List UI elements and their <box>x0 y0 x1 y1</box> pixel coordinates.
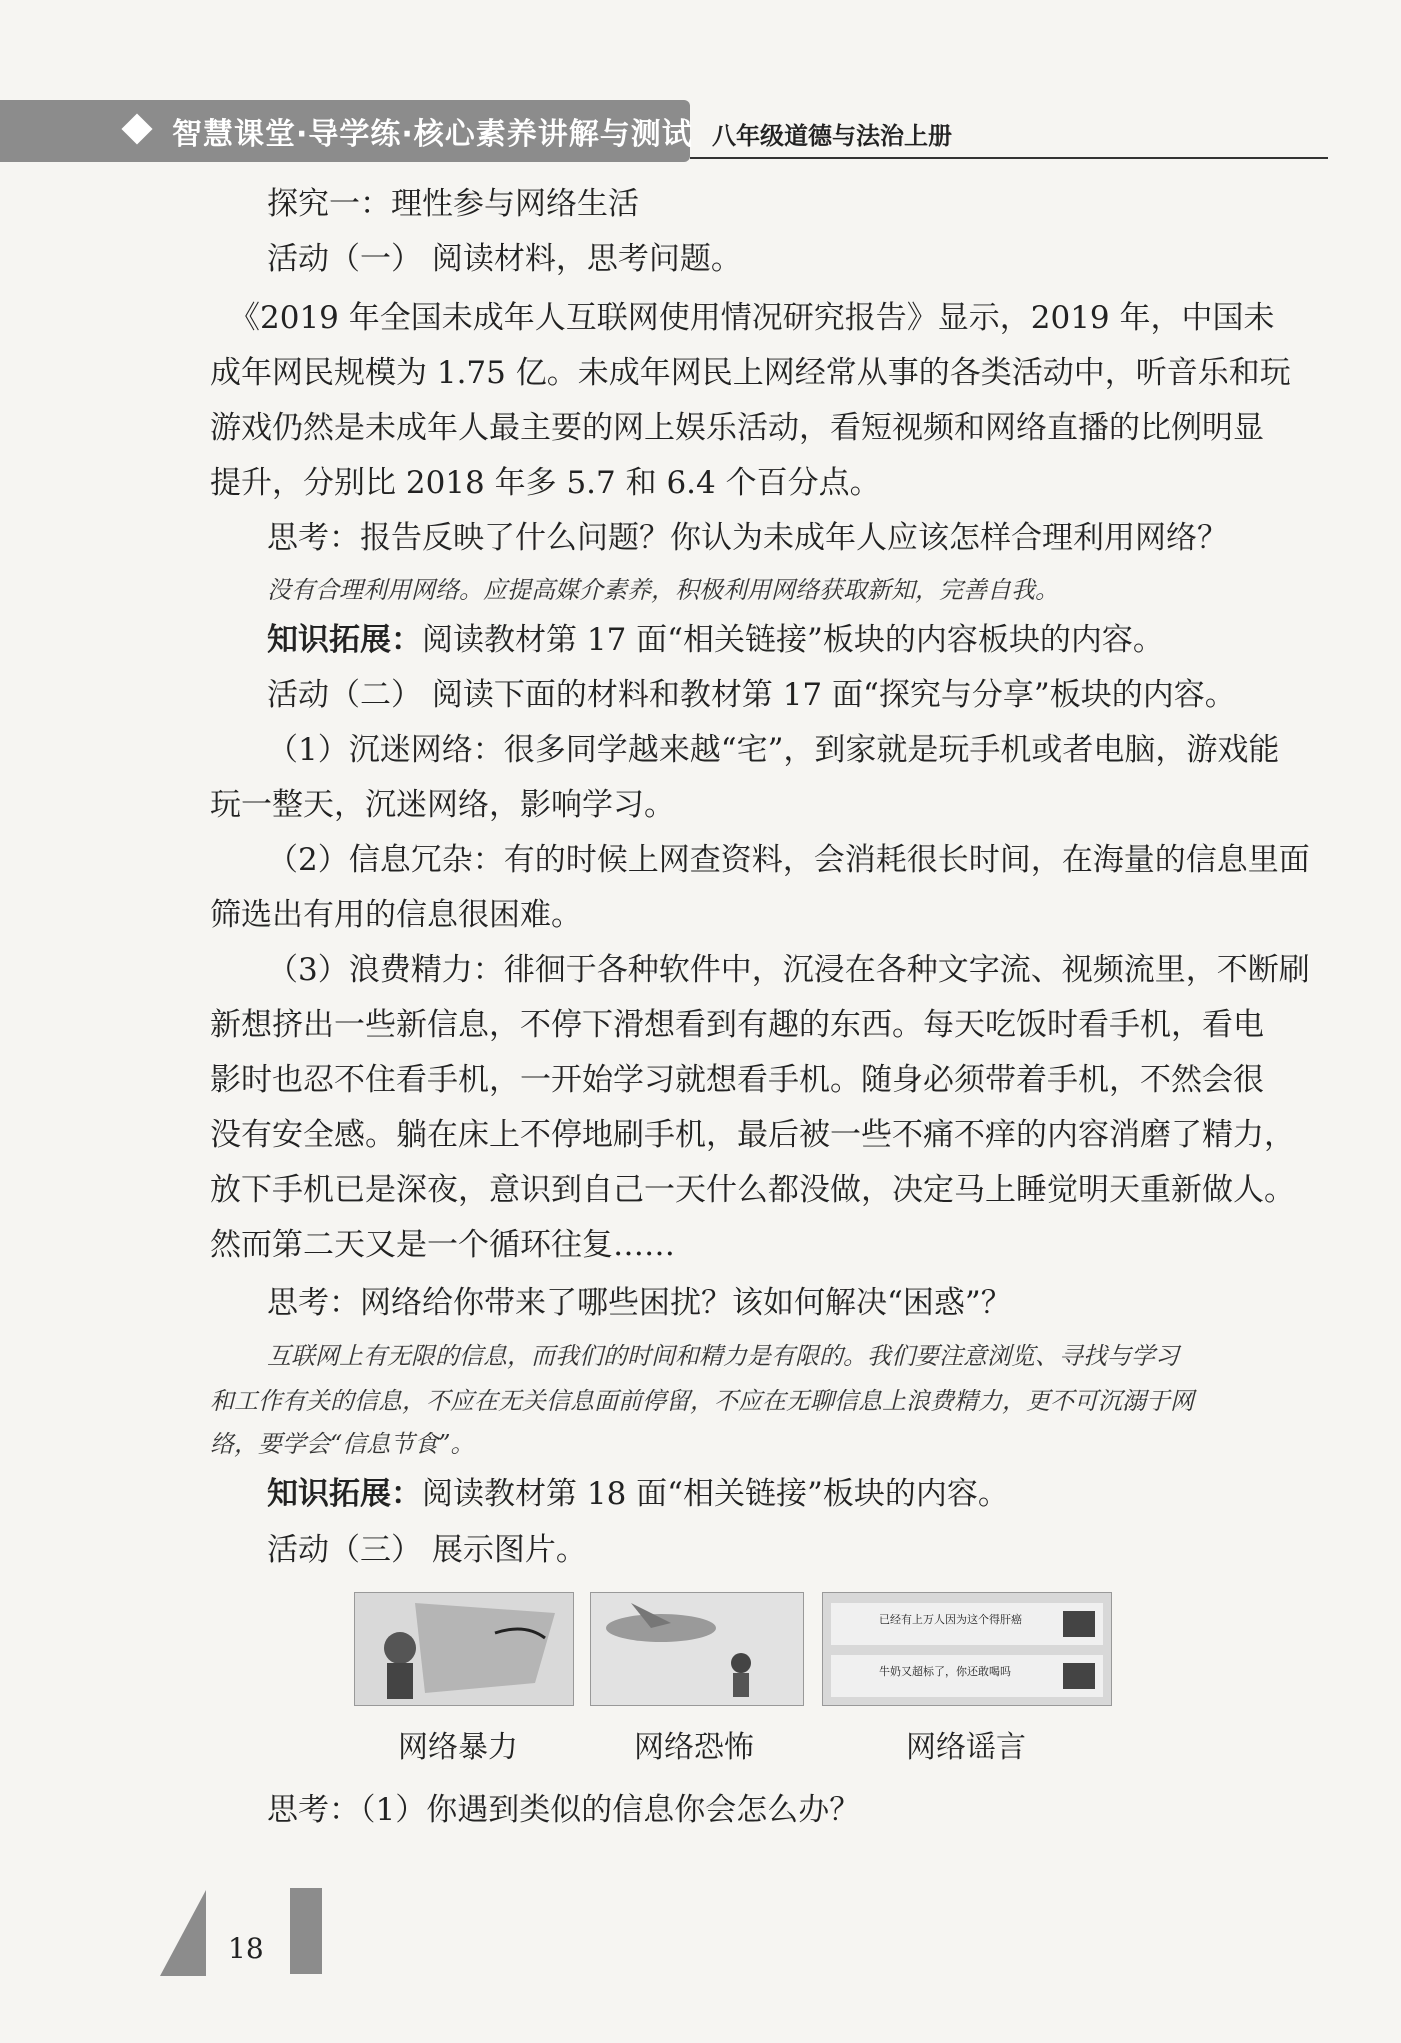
paragraph-line: 新想挤出一些新信息，不停下滑想看到有趣的东西。每天吃饭时看手机，看电 <box>210 1007 1264 1043</box>
activity-1-heading: 活动（一） 阅读材料，思考问题。 <box>267 241 742 277</box>
paragraph-line: 筛选出有用的信息很困难。 <box>210 897 582 933</box>
cyber-terror-image <box>590 1592 804 1706</box>
paragraph-line: 影时也忍不住看手机，一开始学习就想看手机。随身必须带着手机，不然会很 <box>210 1062 1264 1098</box>
handwritten-answer: 没有合理利用网络。应提高媒介素养，积极利用网络获取新知，完善自我。 <box>267 576 1059 604</box>
paragraph-line: 游戏仍然是未成年人最主要的网上娱乐活动，看短视频和网络直播的比例明显 <box>210 410 1264 446</box>
question-line: 思考：（1）你遇到类似的信息你会怎么办？ <box>267 1792 861 1828</box>
knowledge-extension <box>267 620 1164 660</box>
knowledge-extension-label: 知识拓展： <box>267 622 422 658</box>
paragraph-line: （1）沉迷网络：很多同学越来越“宅”，到家就是玩手机或者电脑，游戏能 <box>267 732 1280 768</box>
paragraph-line: （2）信息冗杂：有的时候上网查资料，会消耗很长时间，在海量的信息里面 <box>267 842 1310 878</box>
footer-triangle <box>160 1890 206 1976</box>
page-number: 18 <box>228 1932 264 1965</box>
series-title: 智慧课堂·导学练·核心素养讲解与测试 <box>172 117 693 152</box>
paragraph-line: 没有安全感。躺在床上不停地刷手机，最后被一些不痛不痒的内容消磨了精力， <box>210 1117 1295 1153</box>
handwritten-answer: 互联网上有无限的信息，而我们的时间和精力是有限的。我们要注意浏览、寻找与学习 <box>267 1342 1179 1370</box>
section-heading: 探究一：理性参与网络生活 <box>267 186 639 222</box>
caption-cyber-terror: 网络恐怖 <box>634 1730 754 1765</box>
paragraph-line: 成年网民规模为 1.75 亿。未成年网民上网经常从事的各类活动中，听音乐和玩 <box>210 355 1291 391</box>
book-title: 八年级道德与法治上册 <box>712 121 952 150</box>
cyber-violence-image <box>354 1592 574 1706</box>
paragraph-line: 然而第二天又是一个循环往复…… <box>210 1227 675 1263</box>
knowledge-extension-label: 知识拓展： <box>267 1476 422 1512</box>
activity-3-heading: 活动（三） 展示图片。 <box>267 1532 587 1568</box>
handwritten-answer: 和工作有关的信息，不应在无关信息面前停留，不应在无聊信息上浪费精力，更不可沉溺于网 <box>210 1387 1194 1415</box>
knowledge-extension-text: 阅读教材第 17 面“相关链接”板块的内容板块的内容。 <box>422 622 1164 658</box>
paragraph-line: 《2019 年全国未成年人互联网使用情况研究报告》显示，2019 年，中国未 <box>229 300 1275 336</box>
knowledge-extension-text: 阅读教材第 18 面“相关链接”板块的内容。 <box>422 1476 1009 1512</box>
paragraph-line: 提升，分别比 2018 年多 5.7 和 6.4 个百分点。 <box>210 465 881 501</box>
knowledge-extension <box>267 1474 1009 1514</box>
header-rule <box>690 157 1328 159</box>
caption-cyber-rumor: 网络谣言 <box>906 1730 1026 1765</box>
paragraph-line: 玩一整天，沉迷网络，影响学习。 <box>210 787 675 823</box>
activity-2-heading: 活动（二） 阅读下面的材料和教材第 17 面“探究与分享”板块的内容。 <box>267 677 1236 713</box>
paragraph-line: 放下手机已是深夜，意识到自己一天什么都没做，决定马上睡觉明天重新做人。 <box>210 1172 1295 1208</box>
handwritten-answer: 络，要学会“信息节食”。 <box>210 1430 475 1458</box>
rumor-headline-1: 已经有上万人因为这个得肝癌 <box>879 1613 1022 1626</box>
paragraph-line: （3）浪费精力：徘徊于各种软件中，沉浸在各种文字流、视频流里，不断刷 <box>267 952 1310 988</box>
question-line: 思考：网络给你带来了哪些困扰？该如何解决“困惑”？ <box>267 1285 1012 1321</box>
rumor-headline-2: 牛奶又超标了，你还敢喝吗 <box>879 1665 1011 1678</box>
caption-cyber-violence: 网络暴力 <box>398 1730 518 1765</box>
question-line: 思考：报告反映了什么问题？你认为未成年人应该怎样合理利用网络？ <box>267 520 1228 556</box>
footer-block <box>290 1888 322 1974</box>
cyber-rumor-image <box>822 1592 1112 1706</box>
